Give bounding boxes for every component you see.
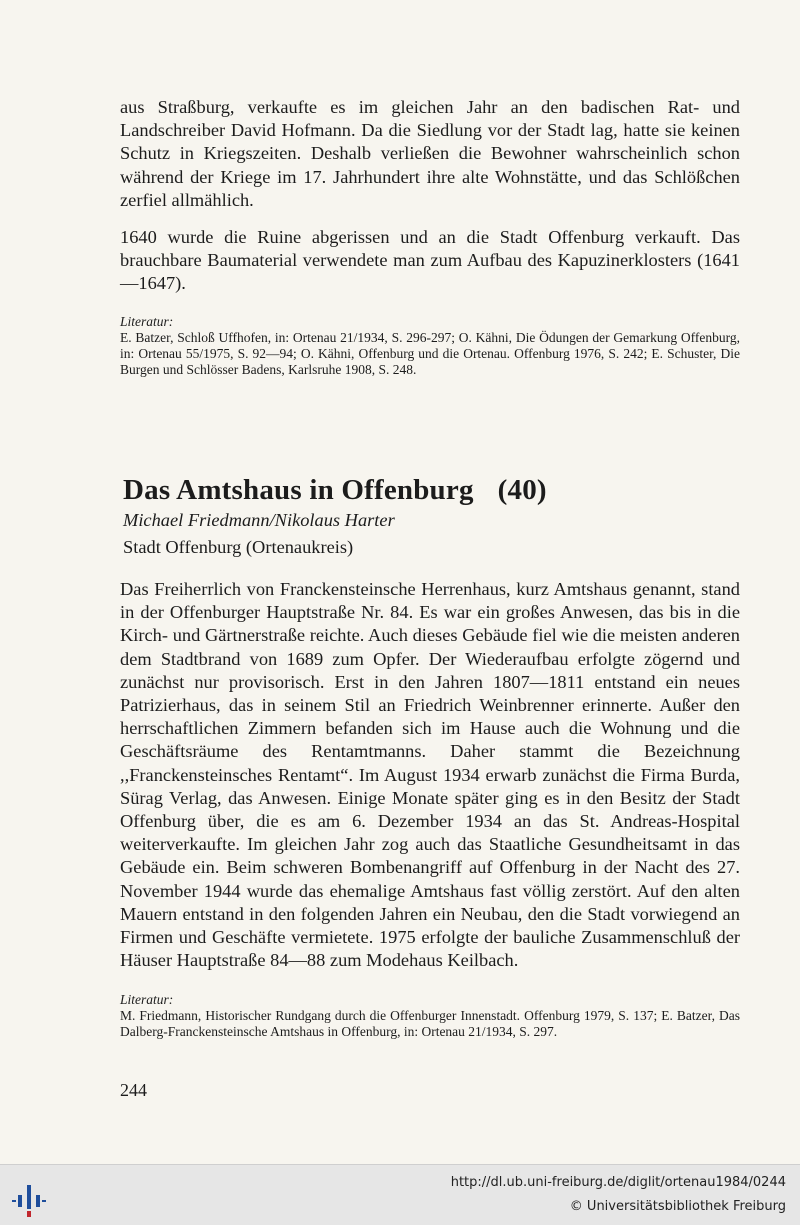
literature-label: Literatur: [120,992,174,1007]
literature-block [120,314,740,378]
copyright-text: © Universitätsbibliothek Freiburg [569,1199,786,1214]
permalink-url[interactable]: http://dl.ub.uni-freiburg.de/diglit/ortenau1984/0244 [450,1175,786,1190]
section-heading [123,474,743,507]
body-paragraph: 1640 wurde die Ruine abgerissen und an die Stadt Offenburg verkauft. Das brauchbare Baumaterial verwendete man zum Aufbau des Kapuzinerklosters (1641—1647). [120,227,740,294]
viewer-footer [0,1164,800,1225]
section-number: (40) [497,474,547,506]
page-number: 244 [120,1080,147,1100]
location-line: Stadt Offenburg (Ortenaukreis) [123,537,354,557]
body-paragraph: aus Straßburg, verkaufte es im gleichen Jahr an den badischen Rat- und Landschreiber David Hofmann. Da die Siedlung vor der Stadt lag, hatte sie keinen Schutz in Kriegszeiten. Deshalb verließen die Bewohner wahrscheinlich schon während der Kriege im 17. Jahrhundert ihre alte Wohnstätte, und das Schlößchen zerfiel allmählich. [120,97,740,210]
literature-text: M. Friedmann, Historischer Rundgang durch die Offenburger Innenstadt. Offenburg 1979, S. 137; E. Batzer, Das Dalberg-Franckensteinsche Amtshaus in Offenburg, in: Ortenau 21/1934, S. 297. [120,1008,740,1039]
section1-body [120,96,740,296]
literature-label: Literatur: [120,314,174,329]
literature-text: E. Batzer, Schloß Uffhofen, in: Ortenau 21/1934, S. 296-297; O. Kähni, Die Ödungen der Gemarkung Offenburg, in: Ortenau 55/1975, S. 92—94; O. Kähni, Offenburg und die Ortenau. Offenburg 1976, S. 242; E. Schuster, Die Burgen und Schlösser Badens, Karlsruhe 1908, S. 248. [120,330,740,377]
section2-body [120,578,740,972]
body-paragraph: Das Freiherrlich von Franckensteinsche Herrenhaus, kurz Amtshaus genannt, stand in der Offenburger Hauptstraße Nr. 84. Es war ein großes Anwesen, das bis in die Kirch- und Gärtnerstraße reichte. Auch dieses Gebäude fiel wie die meisten anderen dem Stadtbrand von 1689 zum Opfer. Der Wiederaufbau erfolgte zögernd und zunächst nur provisorisch. Erst in den Jahren 1807—1811 entstand ein neues Patrizierhaus, das in seinem Stil an Friedrich Weinbrenner erinnerte. Außer den herrschaftlichen Zimmern befanden sich im Hause auch die Wohnung und die Geschäftsräume des Rentamtmanns. Daher stammt die Bezeichnung ,,Franckensteinsches Rentamt“. Im August 1934 erwarb zunächst die Firma Burda, Sürag Verlag, das Anwesen. Einige Monate später ging es in den Besitz der Stadt Offenburg über, die es am 6. Dezember 1934 an das St. Andreas-Hospital weiterverkaufte. Im gleichen Jahr zog auch das Staatliche Gesundheitsamt in das Gebäude ein. Beim schweren Bombenangriff auf Offenburg in der Nacht des 27. November 1944 wurde das ehemalige Amtshaus fast völlig zerstört. Auf den alten Mauern entstand in den folgenden Jahren ein Neubau, den die Stadt vorwiegend an Firmen und Geschäfte vermietete. 1975 erfolgte der bauliche Zusammenschluß der Häuser Hauptstraße 84—88 zum Modehaus Keilbach. [120,579,740,971]
literature-block [120,992,740,1040]
section-title: Das Amtshaus in Offenburg [123,474,474,506]
ub-freiburg-logo-icon [10,1179,50,1219]
authors-line: Michael Friedmann/Nikolaus Harter [123,510,395,530]
